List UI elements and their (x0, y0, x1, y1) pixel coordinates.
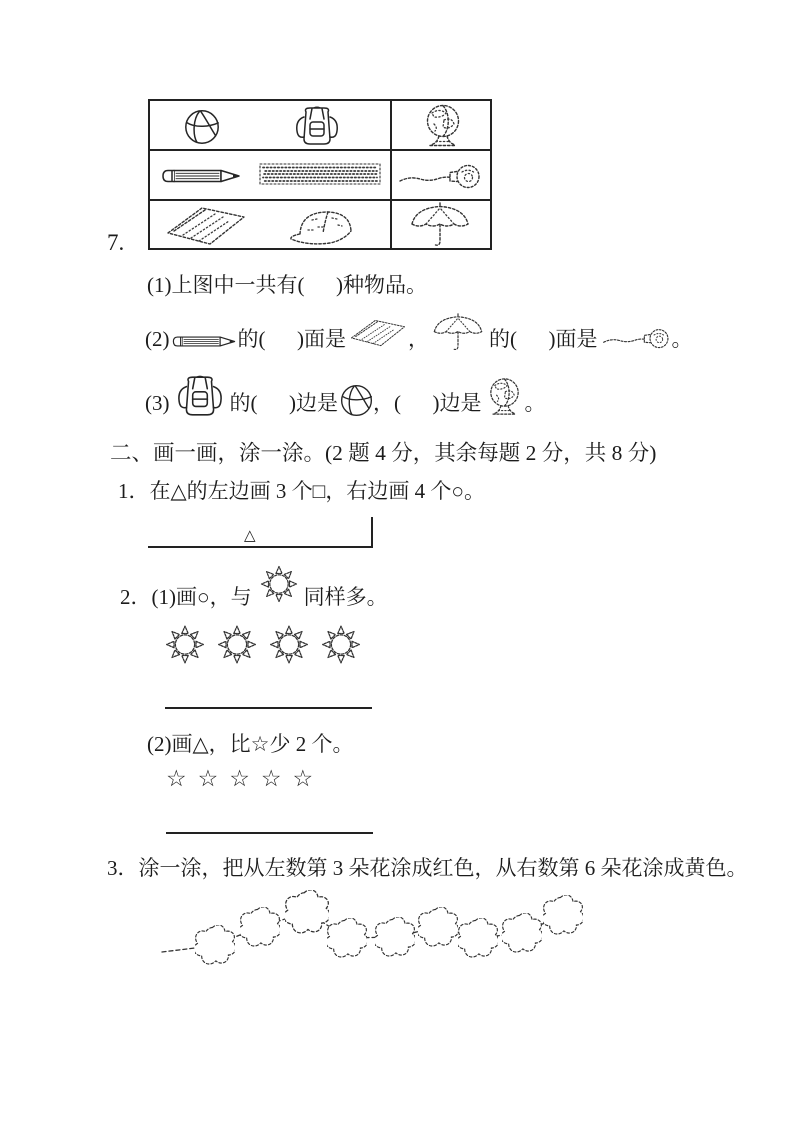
flower-icon (374, 917, 416, 956)
flower-icon (194, 925, 236, 964)
backpack-icon (171, 372, 229, 420)
q7-sub2-mid2: 的( )面是 (489, 326, 598, 351)
star-icon: ☆ (229, 766, 250, 792)
table-divider (150, 149, 490, 151)
sun-icon (258, 563, 300, 605)
q7-sub3-end: 。 (524, 390, 546, 415)
flower-icon (417, 907, 459, 946)
star-icon: ☆ (292, 766, 314, 792)
globe-icon (486, 373, 523, 420)
ball-icon (340, 384, 373, 417)
q7-sub2-line (145, 300, 693, 358)
globe-icon (422, 102, 464, 149)
umbrella-icon (408, 201, 472, 248)
q7-sub2-comma: ， (408, 326, 429, 351)
q1-figure-triangle: △ (244, 526, 256, 544)
sun-icon (319, 622, 363, 667)
eraser-icon (258, 161, 382, 187)
q1-figure-riser-line (371, 517, 373, 546)
cap-icon (288, 206, 364, 247)
q7-sub2-prefix: (2) (145, 326, 170, 351)
flower-icon (501, 913, 543, 952)
flower-icon (239, 907, 281, 946)
q1-figure (148, 517, 373, 548)
star-icon: ☆ (260, 766, 282, 792)
q7-sub2-mid1: 的( )面是 (237, 326, 346, 351)
stars-row (166, 766, 313, 792)
sun-icon (215, 622, 259, 667)
q7-sub3-prefix: (3) (145, 390, 170, 415)
backpack-icon (292, 103, 342, 149)
whistle-icon (602, 327, 672, 351)
notebook-icon (348, 308, 408, 356)
sun-icon (267, 622, 311, 667)
q7-sub3-mid2: ，( )边是 (373, 390, 482, 415)
items-table (148, 99, 492, 250)
pencil-icon (160, 167, 242, 185)
whistle-icon (398, 163, 484, 191)
ball-icon (184, 109, 220, 145)
q2-line2: (2)画△，比☆少 2 个。 (147, 732, 354, 756)
table-divider (390, 101, 392, 248)
star-icon: ☆ (197, 766, 219, 792)
question-7-number: 7. (107, 230, 125, 255)
flower-garland (148, 888, 598, 988)
answer-blank-2 (166, 832, 373, 834)
flower-icon (284, 890, 330, 933)
sun-icon (163, 622, 207, 667)
q2-line1-prefix: 2．(1)画○，与 (120, 584, 252, 609)
q7-sub3-line (145, 368, 546, 420)
q3-text: 3．涂一涂，把从左数第 3 朵花涂成红色，从右数第 6 朵花涂成黄色。 (107, 856, 748, 880)
star-icon: ☆ (166, 766, 187, 792)
flower-icon (326, 918, 368, 957)
q2-line1-suffix: 同样多。 (303, 584, 388, 609)
notebook-icon (163, 202, 249, 247)
pencil-icon (171, 334, 237, 349)
flower-icon (457, 918, 499, 957)
umbrella-icon (431, 306, 485, 358)
q7-sub1-text: (1)上图中一共有( )种物品。 (147, 273, 427, 297)
section-2-header: 二、画一画，涂一涂。(2 题 4 分，其余每题 2 分，共 8 分) (110, 441, 657, 465)
answer-blank-1 (165, 707, 372, 709)
q7-sub2-end: 。 (671, 326, 693, 351)
q7-sub3-mid1: 的( )边是 (229, 390, 338, 415)
q1-text: 1．在△的左边画 3 个□，右边画 4 个○。 (118, 479, 486, 503)
q2-line1 (120, 563, 388, 612)
flower-icon (542, 895, 584, 934)
suns-row (163, 622, 363, 667)
